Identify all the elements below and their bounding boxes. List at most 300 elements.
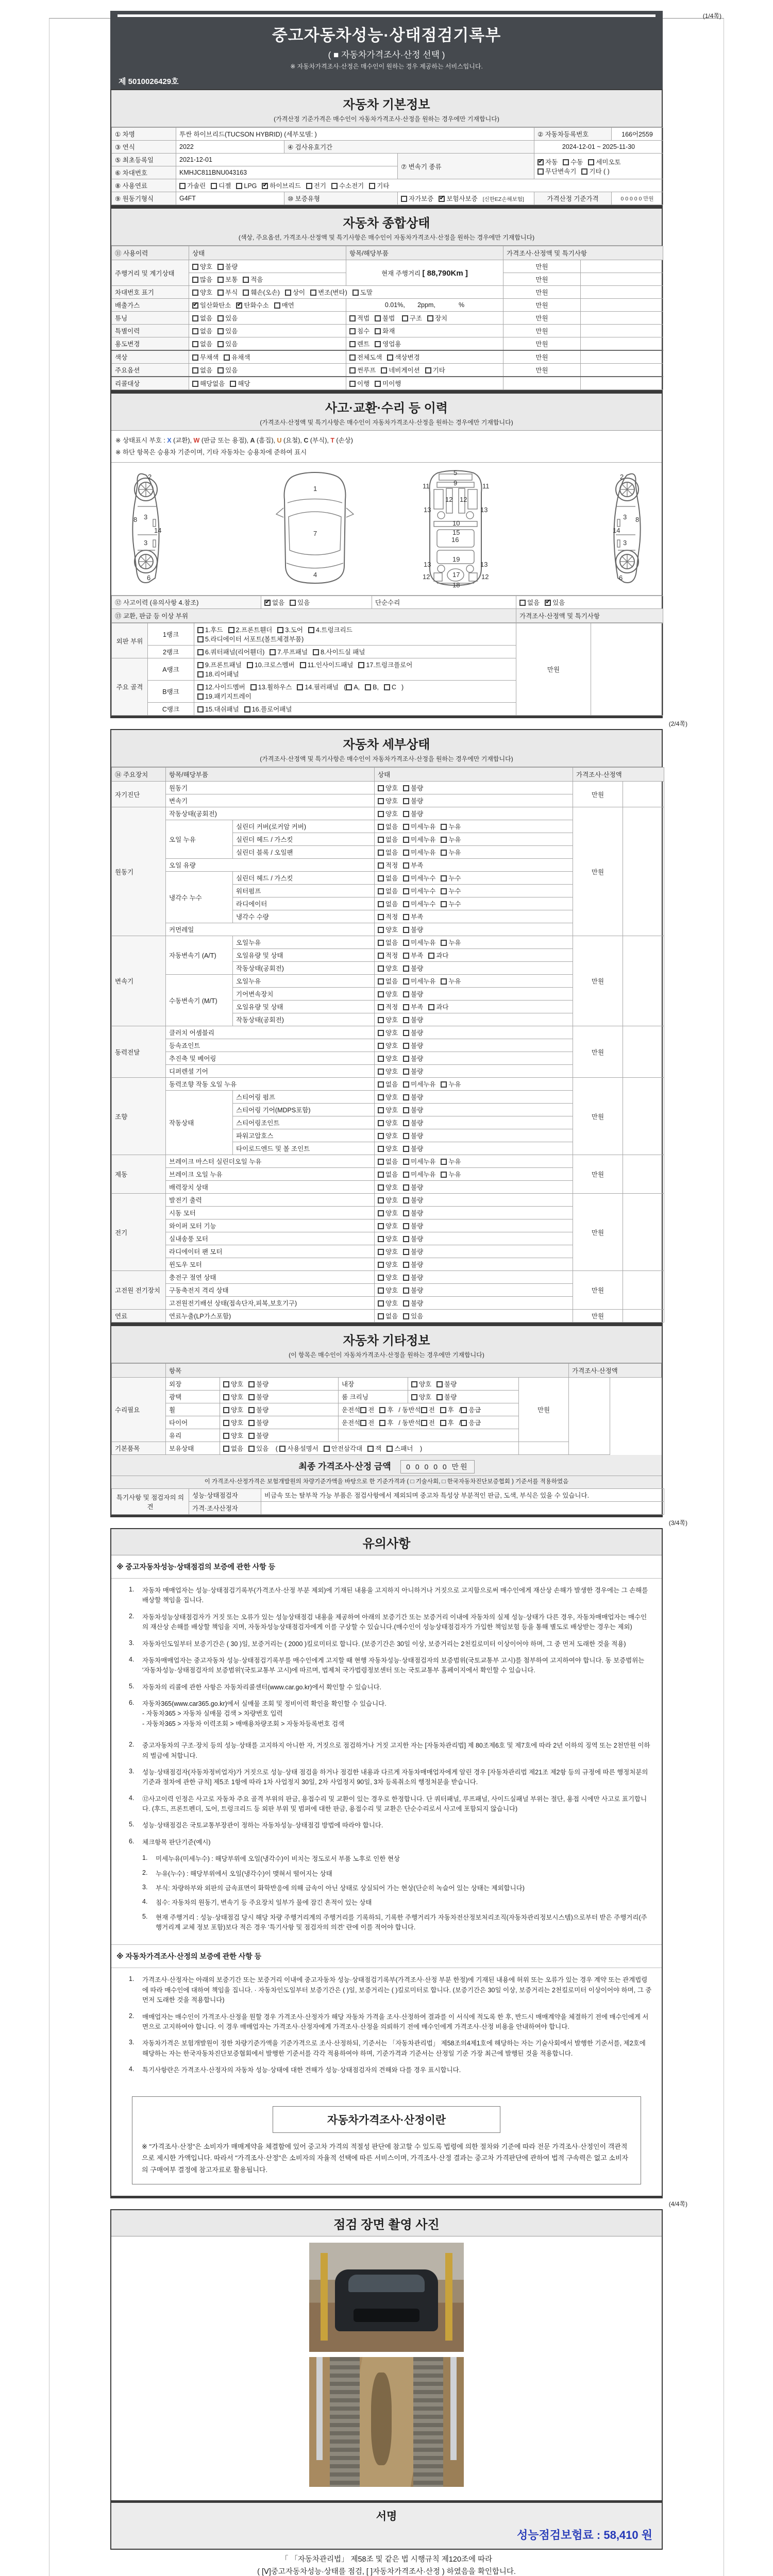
checkbox-icon[interactable] bbox=[403, 1107, 409, 1113]
checkbox-icon[interactable] bbox=[378, 1210, 384, 1216]
checkbox-option[interactable] bbox=[378, 1234, 398, 1243]
checkbox-icon[interactable] bbox=[378, 1081, 384, 1088]
checkbox-icon[interactable] bbox=[441, 1159, 447, 1165]
checkbox-icon[interactable] bbox=[441, 875, 447, 882]
checkbox-icon[interactable] bbox=[243, 290, 249, 296]
checkbox-option[interactable] bbox=[403, 1015, 423, 1024]
checkbox-option[interactable] bbox=[223, 1379, 243, 1388]
checkbox-option[interactable] bbox=[378, 873, 398, 883]
checkbox-icon[interactable] bbox=[197, 649, 204, 655]
checkbox-option[interactable] bbox=[403, 796, 423, 805]
checkbox-option[interactable] bbox=[588, 157, 620, 166]
checkbox-icon[interactable] bbox=[223, 1446, 229, 1452]
checkbox-option[interactable] bbox=[403, 1260, 423, 1269]
checkbox-option[interactable] bbox=[378, 938, 398, 947]
checkbox-option[interactable] bbox=[386, 1444, 413, 1453]
checkbox-option[interactable] bbox=[197, 704, 239, 714]
checkbox-option[interactable] bbox=[403, 809, 423, 818]
checkbox-icon[interactable] bbox=[197, 706, 204, 713]
checkbox-option[interactable] bbox=[378, 809, 398, 818]
checkbox-option[interactable] bbox=[436, 1392, 457, 1401]
checkbox-icon[interactable] bbox=[197, 684, 204, 690]
checkbox-icon[interactable] bbox=[563, 159, 569, 165]
checkbox-option[interactable] bbox=[378, 796, 398, 805]
checkbox-icon[interactable] bbox=[403, 953, 409, 959]
checkbox-option[interactable] bbox=[403, 938, 435, 947]
checkbox-option[interactable] bbox=[403, 1285, 423, 1295]
checkbox-icon[interactable] bbox=[192, 367, 198, 374]
checkbox-option[interactable] bbox=[441, 822, 461, 831]
checkbox-option[interactable] bbox=[217, 339, 238, 348]
checkbox-icon[interactable] bbox=[378, 837, 384, 843]
checkbox-icon[interactable] bbox=[378, 1030, 384, 1036]
checkbox-icon[interactable] bbox=[228, 627, 234, 633]
checkbox-option[interactable] bbox=[403, 1092, 423, 1101]
checkbox-option[interactable] bbox=[421, 1405, 435, 1414]
checkbox-icon[interactable] bbox=[378, 1172, 384, 1178]
checkbox-icon[interactable] bbox=[403, 1133, 409, 1139]
checkbox-option[interactable] bbox=[428, 951, 448, 960]
checkbox-option[interactable] bbox=[441, 835, 461, 844]
checkbox-icon[interactable] bbox=[192, 354, 198, 361]
checkbox-icon[interactable] bbox=[197, 671, 204, 677]
checkbox-icon[interactable] bbox=[379, 1407, 385, 1413]
checkbox-icon[interactable] bbox=[349, 367, 356, 374]
checkbox-option[interactable] bbox=[192, 275, 212, 284]
checkbox-option[interactable] bbox=[403, 1157, 435, 1166]
checkbox-option[interactable] bbox=[197, 691, 251, 701]
checkbox-icon[interactable] bbox=[217, 328, 224, 334]
checkbox-option[interactable] bbox=[421, 1418, 435, 1427]
checkbox-option[interactable] bbox=[581, 166, 609, 176]
checkbox-option[interactable] bbox=[403, 1247, 423, 1256]
checkbox-option[interactable] bbox=[378, 835, 398, 844]
checkbox-option[interactable] bbox=[349, 352, 382, 362]
checkbox-option[interactable] bbox=[324, 1444, 362, 1453]
checkbox-icon[interactable] bbox=[324, 1446, 330, 1452]
checkbox-icon[interactable] bbox=[274, 302, 280, 309]
checkbox-option[interactable] bbox=[179, 181, 206, 190]
checkbox-icon[interactable] bbox=[378, 850, 384, 856]
checkbox-option[interactable] bbox=[360, 1418, 374, 1427]
checkbox-icon[interactable] bbox=[411, 1394, 417, 1400]
checkbox-option[interactable] bbox=[279, 1444, 318, 1453]
checkbox-option[interactable] bbox=[197, 669, 239, 679]
checkbox-option[interactable] bbox=[277, 625, 303, 634]
checkbox-icon[interactable] bbox=[403, 991, 409, 997]
checkbox-icon[interactable] bbox=[403, 1197, 409, 1204]
checkbox-icon[interactable] bbox=[378, 1004, 384, 1010]
checkbox-icon[interactable] bbox=[223, 1381, 229, 1387]
checkbox-option[interactable] bbox=[223, 1405, 243, 1414]
checkbox-checked-icon[interactable] bbox=[439, 196, 445, 202]
checkbox-option[interactable] bbox=[403, 1195, 423, 1205]
checkbox-icon[interactable] bbox=[217, 367, 224, 374]
checkbox-option[interactable] bbox=[369, 181, 389, 190]
checkbox-icon[interactable] bbox=[223, 1407, 229, 1413]
checkbox-icon[interactable] bbox=[378, 953, 384, 959]
checkbox-icon[interactable] bbox=[349, 341, 356, 347]
checkbox-option[interactable] bbox=[545, 598, 565, 607]
checkbox-icon[interactable] bbox=[403, 1172, 409, 1178]
checkbox-option[interactable] bbox=[403, 1002, 423, 1011]
checkbox-icon[interactable] bbox=[248, 1446, 255, 1452]
checkbox-icon[interactable] bbox=[581, 168, 587, 175]
checkbox-option[interactable] bbox=[379, 1418, 393, 1427]
checkbox-option[interactable] bbox=[378, 783, 398, 792]
checkbox-icon[interactable] bbox=[279, 1446, 285, 1452]
checkbox-icon[interactable] bbox=[403, 1300, 409, 1307]
checkbox-option[interactable] bbox=[346, 684, 360, 691]
checkbox-icon[interactable] bbox=[378, 824, 384, 830]
checkbox-icon[interactable] bbox=[403, 1249, 409, 1255]
checkbox-icon[interactable] bbox=[403, 940, 409, 946]
checkbox-option[interactable] bbox=[224, 352, 250, 362]
checkbox-option[interactable] bbox=[403, 1234, 423, 1243]
checkbox-option[interactable] bbox=[403, 1311, 423, 1320]
checkbox-icon[interactable] bbox=[441, 850, 447, 856]
checkbox-icon[interactable] bbox=[297, 684, 303, 690]
checkbox-icon[interactable] bbox=[300, 662, 306, 668]
checkbox-option[interactable] bbox=[563, 157, 583, 166]
checkbox-icon[interactable] bbox=[197, 636, 204, 642]
checkbox-icon[interactable] bbox=[403, 785, 409, 791]
checkbox-icon[interactable] bbox=[378, 862, 384, 869]
checkbox-option[interactable] bbox=[217, 365, 238, 375]
checkbox-option[interactable] bbox=[378, 1285, 398, 1295]
checkbox-icon[interactable] bbox=[378, 1017, 384, 1023]
checkbox-icon[interactable] bbox=[277, 627, 283, 633]
checkbox-option[interactable] bbox=[378, 1195, 398, 1205]
checkbox-option[interactable] bbox=[223, 1418, 243, 1427]
checkbox-icon[interactable] bbox=[403, 1056, 409, 1062]
checkbox-option[interactable] bbox=[290, 598, 310, 607]
checkbox-icon[interactable] bbox=[378, 1094, 384, 1100]
checkbox-icon[interactable] bbox=[306, 183, 312, 189]
checkbox-icon[interactable] bbox=[223, 1420, 229, 1426]
checkbox-option[interactable] bbox=[519, 598, 540, 607]
checkbox-option[interactable] bbox=[308, 625, 352, 634]
checkbox-option[interactable] bbox=[378, 1079, 398, 1089]
checkbox-icon[interactable] bbox=[403, 901, 409, 907]
checkbox-icon[interactable] bbox=[224, 354, 230, 361]
checkbox-option[interactable] bbox=[378, 1247, 398, 1256]
checkbox-option[interactable] bbox=[310, 287, 347, 297]
checkbox-option[interactable] bbox=[403, 1144, 423, 1153]
checkbox-option[interactable] bbox=[248, 1392, 268, 1401]
checkbox-icon[interactable] bbox=[402, 315, 408, 321]
checkbox-option[interactable] bbox=[441, 886, 461, 895]
checkbox-option[interactable] bbox=[349, 313, 369, 323]
checkbox-option[interactable] bbox=[379, 1405, 393, 1414]
checkbox-icon[interactable] bbox=[378, 1133, 384, 1139]
checkbox-icon[interactable] bbox=[211, 183, 217, 189]
checkbox-option[interactable] bbox=[243, 287, 280, 297]
checkbox-icon[interactable] bbox=[378, 875, 384, 882]
checkbox-option[interactable] bbox=[403, 1170, 435, 1179]
checkbox-option[interactable] bbox=[270, 647, 308, 656]
checkbox-icon[interactable] bbox=[250, 684, 257, 690]
checkbox-icon[interactable] bbox=[378, 1120, 384, 1126]
checkbox-icon[interactable] bbox=[217, 277, 224, 283]
checkbox-icon[interactable] bbox=[378, 785, 384, 791]
checkbox-option[interactable] bbox=[264, 598, 284, 607]
checkbox-option[interactable] bbox=[300, 660, 354, 669]
checkbox-icon[interactable] bbox=[236, 183, 242, 189]
checkbox-option[interactable] bbox=[230, 379, 250, 388]
checkbox-icon[interactable] bbox=[192, 277, 198, 283]
checkbox-option[interactable] bbox=[378, 1092, 398, 1101]
checkbox-option[interactable] bbox=[378, 1182, 398, 1192]
checkbox-option[interactable] bbox=[349, 379, 369, 388]
checkbox-icon[interactable] bbox=[365, 684, 371, 690]
checkbox-icon[interactable] bbox=[378, 940, 384, 946]
checkbox-option[interactable] bbox=[378, 1311, 398, 1320]
checkbox-option[interactable] bbox=[425, 365, 445, 375]
checkbox-option[interactable] bbox=[403, 860, 423, 870]
checkbox-checked-icon[interactable] bbox=[545, 600, 551, 606]
checkbox-icon[interactable] bbox=[217, 341, 224, 347]
checkbox-option[interactable] bbox=[411, 1379, 431, 1388]
checkbox-option[interactable] bbox=[248, 1444, 268, 1453]
checkbox-icon[interactable] bbox=[427, 315, 433, 321]
checkbox-icon[interactable] bbox=[217, 315, 224, 321]
checkbox-icon[interactable] bbox=[537, 168, 544, 175]
checkbox-option[interactable] bbox=[440, 1405, 454, 1414]
checkbox-icon[interactable] bbox=[403, 888, 409, 894]
checkbox-option[interactable] bbox=[250, 682, 292, 691]
checkbox-option[interactable] bbox=[441, 1079, 461, 1089]
checkbox-icon[interactable] bbox=[192, 290, 198, 296]
checkbox-option[interactable] bbox=[223, 1444, 243, 1453]
checkbox-icon[interactable] bbox=[223, 1394, 229, 1400]
checkbox-icon[interactable] bbox=[369, 183, 375, 189]
checkbox-option[interactable] bbox=[537, 157, 558, 166]
checkbox-icon[interactable] bbox=[248, 1394, 255, 1400]
checkbox-checked-icon[interactable] bbox=[537, 159, 544, 165]
checkbox-icon[interactable] bbox=[403, 811, 409, 817]
checkbox-icon[interactable] bbox=[192, 341, 198, 347]
checkbox-icon[interactable] bbox=[519, 600, 526, 606]
checkbox-icon[interactable] bbox=[403, 965, 409, 972]
checkbox-option[interactable] bbox=[378, 1118, 398, 1127]
checkbox-icon[interactable] bbox=[384, 684, 390, 690]
checkbox-icon[interactable] bbox=[403, 1120, 409, 1126]
checkbox-option[interactable] bbox=[378, 1015, 398, 1024]
checkbox-option[interactable] bbox=[403, 1105, 423, 1114]
checkbox-icon[interactable] bbox=[378, 1313, 384, 1319]
checkbox-option[interactable] bbox=[403, 1298, 423, 1308]
checkbox-icon[interactable] bbox=[349, 328, 356, 334]
checkbox-icon[interactable] bbox=[197, 627, 204, 633]
checkbox-option[interactable] bbox=[360, 1405, 374, 1414]
checkbox-option[interactable] bbox=[403, 1221, 423, 1230]
checkbox-option[interactable] bbox=[223, 1431, 243, 1440]
checkbox-option[interactable] bbox=[313, 647, 365, 656]
checkbox-icon[interactable] bbox=[367, 1446, 374, 1452]
checkbox-option[interactable] bbox=[403, 1028, 423, 1037]
checkbox-icon[interactable] bbox=[197, 662, 204, 668]
checkbox-option[interactable] bbox=[378, 848, 398, 857]
checkbox-option[interactable] bbox=[378, 1157, 398, 1166]
checkbox-icon[interactable] bbox=[352, 290, 359, 296]
checkbox-icon[interactable] bbox=[378, 1069, 384, 1075]
checkbox-option[interactable] bbox=[248, 1418, 268, 1427]
checkbox-icon[interactable] bbox=[428, 953, 434, 959]
checkbox-option[interactable] bbox=[331, 181, 364, 190]
checkbox-icon[interactable] bbox=[378, 901, 384, 907]
checkbox-option[interactable] bbox=[440, 1418, 454, 1427]
checkbox-icon[interactable] bbox=[403, 1159, 409, 1165]
checkbox-icon[interactable] bbox=[378, 1249, 384, 1255]
checkbox-icon[interactable] bbox=[360, 1407, 366, 1413]
checkbox-option[interactable] bbox=[217, 313, 238, 323]
checkbox-icon[interactable] bbox=[248, 1433, 255, 1439]
checkbox-icon[interactable] bbox=[386, 1446, 393, 1452]
checkbox-icon[interactable] bbox=[403, 1094, 409, 1100]
checkbox-icon[interactable] bbox=[403, 850, 409, 856]
checkbox-option[interactable] bbox=[441, 938, 461, 947]
checkbox-option[interactable] bbox=[378, 1002, 398, 1011]
checkbox-option[interactable] bbox=[403, 1182, 423, 1192]
checkbox-option[interactable] bbox=[375, 313, 395, 323]
checkbox-icon[interactable] bbox=[378, 888, 384, 894]
checkbox-icon[interactable] bbox=[421, 1420, 427, 1426]
checkbox-option[interactable] bbox=[403, 989, 423, 998]
checkbox-option[interactable] bbox=[349, 365, 376, 375]
checkbox-option[interactable] bbox=[378, 860, 398, 870]
checkbox-icon[interactable] bbox=[192, 328, 198, 334]
checkbox-icon[interactable] bbox=[387, 354, 393, 361]
checkbox-icon[interactable] bbox=[441, 940, 447, 946]
checkbox-icon[interactable] bbox=[403, 1081, 409, 1088]
checkbox-icon[interactable] bbox=[378, 1043, 384, 1049]
checkbox-option[interactable] bbox=[192, 287, 212, 297]
checkbox-icon[interactable] bbox=[378, 965, 384, 972]
checkbox-icon[interactable] bbox=[375, 341, 381, 347]
checkbox-icon[interactable] bbox=[346, 684, 352, 690]
checkbox-icon[interactable] bbox=[403, 824, 409, 830]
checkbox-icon[interactable] bbox=[308, 627, 314, 633]
checkbox-icon[interactable] bbox=[197, 693, 204, 700]
checkbox-icon[interactable] bbox=[358, 662, 364, 668]
checkbox-option[interactable] bbox=[378, 1041, 398, 1050]
checkbox-option[interactable] bbox=[428, 1002, 448, 1011]
checkbox-option[interactable] bbox=[403, 873, 435, 883]
checkbox-option[interactable] bbox=[378, 1221, 398, 1230]
checkbox-icon[interactable] bbox=[248, 1420, 255, 1426]
checkbox-option[interactable] bbox=[403, 1079, 435, 1089]
checkbox-checked-icon[interactable] bbox=[236, 302, 242, 309]
checkbox-icon[interactable] bbox=[441, 888, 447, 894]
checkbox-icon[interactable] bbox=[331, 183, 338, 189]
checkbox-option[interactable] bbox=[378, 1066, 398, 1076]
checkbox-icon[interactable] bbox=[421, 1407, 427, 1413]
checkbox-option[interactable] bbox=[403, 1273, 423, 1282]
checkbox-icon[interactable] bbox=[403, 798, 409, 804]
checkbox-icon[interactable] bbox=[378, 991, 384, 997]
checkbox-option[interactable] bbox=[228, 625, 273, 634]
checkbox-option[interactable] bbox=[197, 625, 223, 634]
checkbox-icon[interactable] bbox=[403, 1017, 409, 1023]
checkbox-icon[interactable] bbox=[411, 1381, 417, 1387]
checkbox-icon[interactable] bbox=[248, 1407, 255, 1413]
checkbox-option[interactable] bbox=[285, 287, 305, 297]
checkbox-option[interactable] bbox=[244, 704, 292, 714]
checkbox-option[interactable] bbox=[403, 1208, 423, 1217]
checkbox-icon[interactable] bbox=[223, 1433, 229, 1439]
checkbox-icon[interactable] bbox=[313, 649, 319, 655]
checkbox-option[interactable] bbox=[441, 873, 461, 883]
checkbox-icon[interactable] bbox=[378, 1262, 384, 1268]
checkbox-option[interactable] bbox=[262, 181, 300, 190]
checkbox-option[interactable] bbox=[381, 365, 419, 375]
checkbox-option[interactable] bbox=[403, 912, 423, 921]
checkbox-option[interactable] bbox=[403, 886, 435, 895]
checkbox-icon[interactable] bbox=[378, 927, 384, 933]
checkbox-option[interactable] bbox=[378, 1208, 398, 1217]
checkbox-icon[interactable] bbox=[378, 1287, 384, 1294]
checkbox-option[interactable] bbox=[192, 339, 212, 348]
checkbox-icon[interactable] bbox=[403, 1275, 409, 1281]
checkbox-icon[interactable] bbox=[425, 367, 431, 374]
checkbox-option[interactable] bbox=[197, 634, 304, 643]
checkbox-icon[interactable] bbox=[230, 381, 236, 387]
checkbox-option[interactable] bbox=[248, 1405, 268, 1414]
checkbox-option[interactable] bbox=[236, 300, 268, 310]
checkbox-option[interactable] bbox=[378, 899, 398, 908]
checkbox-option[interactable] bbox=[217, 326, 238, 335]
checkbox-option[interactable] bbox=[403, 1118, 423, 1127]
checkbox-icon[interactable] bbox=[403, 1223, 409, 1229]
checkbox-option[interactable] bbox=[378, 1054, 398, 1063]
checkbox-checked-icon[interactable] bbox=[192, 302, 198, 309]
checkbox-option[interactable] bbox=[192, 326, 212, 335]
checkbox-option[interactable] bbox=[403, 951, 423, 960]
checkbox-option[interactable] bbox=[217, 262, 238, 271]
checkbox-icon[interactable] bbox=[588, 159, 594, 165]
checkbox-option[interactable] bbox=[403, 1054, 423, 1063]
checkbox-icon[interactable] bbox=[378, 1056, 384, 1062]
checkbox-icon[interactable] bbox=[436, 1381, 443, 1387]
checkbox-icon[interactable] bbox=[378, 1107, 384, 1113]
checkbox-icon[interactable] bbox=[403, 1236, 409, 1242]
checkbox-checked-icon[interactable] bbox=[264, 600, 271, 606]
checkbox-icon[interactable] bbox=[243, 277, 249, 283]
checkbox-icon[interactable] bbox=[441, 1081, 447, 1088]
checkbox-option[interactable] bbox=[375, 326, 395, 335]
checkbox-icon[interactable] bbox=[403, 1287, 409, 1294]
checkbox-option[interactable] bbox=[403, 963, 423, 973]
checkbox-icon[interactable] bbox=[270, 649, 276, 655]
checkbox-option[interactable] bbox=[403, 925, 423, 934]
checkbox-option[interactable] bbox=[375, 379, 401, 388]
checkbox-option[interactable] bbox=[403, 899, 435, 908]
checkbox-option[interactable] bbox=[403, 976, 435, 986]
checkbox-option[interactable] bbox=[378, 1028, 398, 1037]
checkbox-option[interactable] bbox=[378, 925, 398, 934]
checkbox-option[interactable] bbox=[211, 181, 231, 190]
checkbox-icon[interactable] bbox=[461, 1407, 467, 1413]
checkbox-option[interactable] bbox=[197, 647, 264, 656]
checkbox-icon[interactable] bbox=[179, 183, 186, 189]
checkbox-option[interactable] bbox=[367, 1444, 381, 1453]
checkbox-option[interactable] bbox=[306, 181, 326, 190]
checkbox-option[interactable] bbox=[384, 684, 396, 691]
checkbox-icon[interactable] bbox=[378, 798, 384, 804]
checkbox-option[interactable] bbox=[403, 835, 435, 844]
checkbox-icon[interactable] bbox=[461, 1420, 467, 1426]
